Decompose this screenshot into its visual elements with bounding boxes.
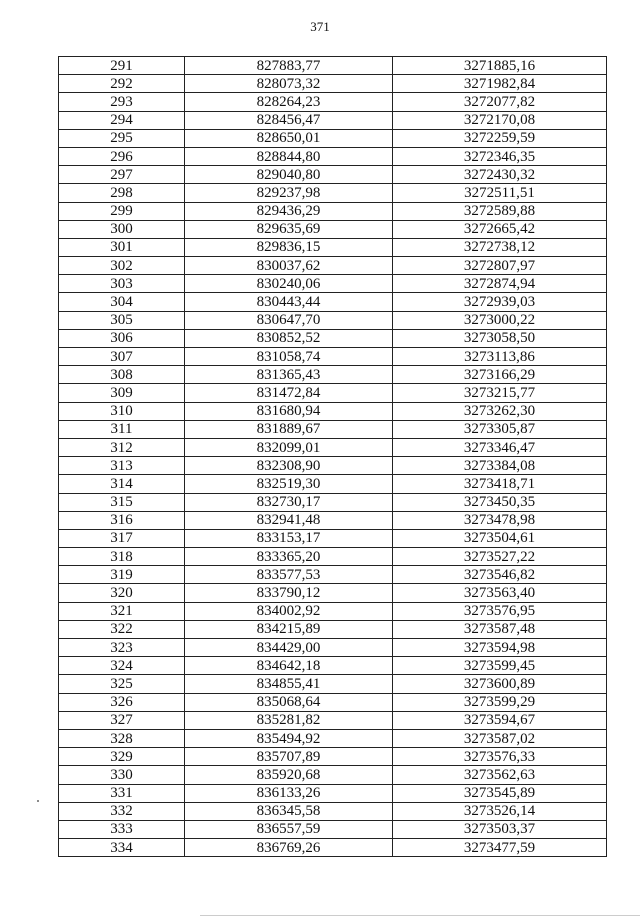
point-number-cell: 292 — [59, 75, 185, 93]
table-row — [59, 293, 607, 311]
table-row — [59, 639, 607, 657]
table-row — [59, 584, 607, 602]
y-coordinate-cell: 3272589,88 — [393, 202, 607, 220]
table-row — [59, 166, 607, 184]
table-row — [59, 57, 607, 75]
x-coordinate-cell: 831889,67 — [185, 420, 393, 438]
point-number-cell: 299 — [59, 202, 185, 220]
y-coordinate-cell: 3272511,51 — [393, 184, 607, 202]
x-coordinate-cell: 834215,89 — [185, 620, 393, 638]
point-number-cell: 326 — [59, 693, 185, 711]
x-coordinate-cell: 836133,26 — [185, 784, 393, 802]
point-number-cell: 325 — [59, 675, 185, 693]
table-row — [59, 402, 607, 420]
point-number-cell: 320 — [59, 584, 185, 602]
table-row — [59, 711, 607, 729]
table-row — [59, 748, 607, 766]
point-number-cell: 324 — [59, 657, 185, 675]
x-coordinate-cell: 828844,80 — [185, 147, 393, 165]
x-coordinate-cell: 830240,06 — [185, 275, 393, 293]
point-number-cell: 327 — [59, 711, 185, 729]
table-row — [59, 729, 607, 747]
x-coordinate-cell: 835068,64 — [185, 693, 393, 711]
y-coordinate-cell: 3273527,22 — [393, 548, 607, 566]
y-coordinate-cell: 3273305,87 — [393, 420, 607, 438]
table-row — [59, 839, 607, 857]
point-number-cell: 323 — [59, 639, 185, 657]
y-coordinate-cell: 3273478,98 — [393, 511, 607, 529]
y-coordinate-cell: 3272077,82 — [393, 93, 607, 111]
point-number-cell: 330 — [59, 766, 185, 784]
y-coordinate-cell: 3272430,32 — [393, 166, 607, 184]
y-coordinate-cell: 3272874,94 — [393, 275, 607, 293]
point-number-cell: 309 — [59, 384, 185, 402]
table-row — [59, 275, 607, 293]
x-coordinate-cell: 833790,12 — [185, 584, 393, 602]
point-number-cell: 313 — [59, 457, 185, 475]
x-coordinate-cell: 836345,58 — [185, 802, 393, 820]
point-number-cell: 333 — [59, 820, 185, 838]
y-coordinate-cell: 3271885,16 — [393, 57, 607, 75]
table-row — [59, 529, 607, 547]
point-number-cell: 317 — [59, 529, 185, 547]
point-number-cell: 306 — [59, 329, 185, 347]
table-row — [59, 548, 607, 566]
table-row — [59, 202, 607, 220]
x-coordinate-cell: 834429,00 — [185, 639, 393, 657]
x-coordinate-cell: 829836,15 — [185, 238, 393, 256]
y-coordinate-cell: 3273526,14 — [393, 802, 607, 820]
point-number-cell: 302 — [59, 257, 185, 275]
point-number-cell: 291 — [59, 57, 185, 75]
table-row — [59, 566, 607, 584]
y-coordinate-cell: 3272665,42 — [393, 220, 607, 238]
x-coordinate-cell: 834855,41 — [185, 675, 393, 693]
y-coordinate-cell: 3273000,22 — [393, 311, 607, 329]
point-number-cell: 304 — [59, 293, 185, 311]
y-coordinate-cell: 3273346,47 — [393, 438, 607, 456]
y-coordinate-cell: 3273545,89 — [393, 784, 607, 802]
y-coordinate-cell: 3273576,95 — [393, 602, 607, 620]
x-coordinate-cell: 835707,89 — [185, 748, 393, 766]
x-coordinate-cell: 828073,32 — [185, 75, 393, 93]
x-coordinate-cell: 835281,82 — [185, 711, 393, 729]
x-coordinate-cell: 834002,92 — [185, 602, 393, 620]
x-coordinate-cell: 836557,59 — [185, 820, 393, 838]
y-coordinate-cell: 3273587,02 — [393, 729, 607, 747]
table-row — [59, 438, 607, 456]
point-number-cell: 332 — [59, 802, 185, 820]
table-row — [59, 147, 607, 165]
point-number-cell: 329 — [59, 748, 185, 766]
y-coordinate-cell: 3273215,77 — [393, 384, 607, 402]
table-row — [59, 802, 607, 820]
point-number-cell: 310 — [59, 402, 185, 420]
x-coordinate-cell: 831680,94 — [185, 402, 393, 420]
x-coordinate-cell: 829436,29 — [185, 202, 393, 220]
y-coordinate-cell: 3273058,50 — [393, 329, 607, 347]
point-number-cell: 298 — [59, 184, 185, 202]
table-row — [59, 493, 607, 511]
x-coordinate-cell: 828264,23 — [185, 93, 393, 111]
table-row — [59, 93, 607, 111]
y-coordinate-cell: 3273594,67 — [393, 711, 607, 729]
point-number-cell: 321 — [59, 602, 185, 620]
table-row — [59, 384, 607, 402]
x-coordinate-cell: 828456,47 — [185, 111, 393, 129]
point-number-cell: 316 — [59, 511, 185, 529]
y-coordinate-cell: 3273576,33 — [393, 748, 607, 766]
table-row — [59, 784, 607, 802]
coordinates-table — [58, 56, 607, 857]
x-coordinate-cell: 830852,52 — [185, 329, 393, 347]
table-row — [59, 420, 607, 438]
x-coordinate-cell: 832941,48 — [185, 511, 393, 529]
y-coordinate-cell: 3273166,29 — [393, 366, 607, 384]
scan-edge-line — [200, 915, 640, 916]
point-number-cell: 315 — [59, 493, 185, 511]
point-number-cell: 293 — [59, 93, 185, 111]
y-coordinate-cell: 3273384,08 — [393, 457, 607, 475]
y-coordinate-cell: 3273477,59 — [393, 839, 607, 857]
point-number-cell: 312 — [59, 438, 185, 456]
y-coordinate-cell: 3273418,71 — [393, 475, 607, 493]
point-number-cell: 322 — [59, 620, 185, 638]
point-number-cell: 296 — [59, 147, 185, 165]
point-number-cell: 295 — [59, 129, 185, 147]
point-number-cell: 300 — [59, 220, 185, 238]
table-row — [59, 657, 607, 675]
y-coordinate-cell: 3273546,82 — [393, 566, 607, 584]
table-row — [59, 457, 607, 475]
y-coordinate-cell: 3273562,63 — [393, 766, 607, 784]
table-row — [59, 111, 607, 129]
x-coordinate-cell: 830443,44 — [185, 293, 393, 311]
x-coordinate-cell: 831472,84 — [185, 384, 393, 402]
y-coordinate-cell: 3273113,86 — [393, 348, 607, 366]
table-row — [59, 820, 607, 838]
table-row — [59, 348, 607, 366]
y-coordinate-cell: 3272738,12 — [393, 238, 607, 256]
table-row — [59, 311, 607, 329]
table-row — [59, 257, 607, 275]
table-row — [59, 184, 607, 202]
x-coordinate-cell: 833153,17 — [185, 529, 393, 547]
table-row — [59, 75, 607, 93]
y-coordinate-cell: 3273587,48 — [393, 620, 607, 638]
point-number-cell: 297 — [59, 166, 185, 184]
x-coordinate-cell: 829237,98 — [185, 184, 393, 202]
point-number-cell: 305 — [59, 311, 185, 329]
table-row — [59, 693, 607, 711]
x-coordinate-cell: 832519,30 — [185, 475, 393, 493]
x-coordinate-cell: 833577,53 — [185, 566, 393, 584]
point-number-cell: 328 — [59, 729, 185, 747]
page-number: 371 — [310, 19, 330, 34]
x-coordinate-cell: 833365,20 — [185, 548, 393, 566]
y-coordinate-cell: 3273599,29 — [393, 693, 607, 711]
table-row — [59, 129, 607, 147]
scan-speck — [37, 800, 39, 802]
x-coordinate-cell: 836769,26 — [185, 839, 393, 857]
table-row — [59, 366, 607, 384]
x-coordinate-cell: 827883,77 — [185, 57, 393, 75]
y-coordinate-cell: 3272259,59 — [393, 129, 607, 147]
point-number-cell: 319 — [59, 566, 185, 584]
point-number-cell: 308 — [59, 366, 185, 384]
point-number-cell: 301 — [59, 238, 185, 256]
x-coordinate-cell: 829635,69 — [185, 220, 393, 238]
point-number-cell: 311 — [59, 420, 185, 438]
x-coordinate-cell: 832099,01 — [185, 438, 393, 456]
x-coordinate-cell: 832730,17 — [185, 493, 393, 511]
y-coordinate-cell: 3273262,30 — [393, 402, 607, 420]
x-coordinate-cell: 828650,01 — [185, 129, 393, 147]
table-row — [59, 238, 607, 256]
y-coordinate-cell: 3272346,35 — [393, 147, 607, 165]
table-row — [59, 475, 607, 493]
y-coordinate-cell: 3272939,03 — [393, 293, 607, 311]
point-number-cell: 294 — [59, 111, 185, 129]
table-row — [59, 620, 607, 638]
x-coordinate-cell: 831058,74 — [185, 348, 393, 366]
table-row — [59, 675, 607, 693]
y-coordinate-cell: 3273504,61 — [393, 529, 607, 547]
y-coordinate-cell: 3273599,45 — [393, 657, 607, 675]
y-coordinate-cell: 3273594,98 — [393, 639, 607, 657]
x-coordinate-cell: 830037,62 — [185, 257, 393, 275]
point-number-cell: 318 — [59, 548, 185, 566]
x-coordinate-cell: 830647,70 — [185, 311, 393, 329]
point-number-cell: 314 — [59, 475, 185, 493]
y-coordinate-cell: 3273600,89 — [393, 675, 607, 693]
x-coordinate-cell: 831365,43 — [185, 366, 393, 384]
table-row — [59, 220, 607, 238]
table-row — [59, 602, 607, 620]
y-coordinate-cell: 3273503,37 — [393, 820, 607, 838]
y-coordinate-cell: 3271982,84 — [393, 75, 607, 93]
table-row — [59, 329, 607, 347]
y-coordinate-cell: 3272170,08 — [393, 111, 607, 129]
y-coordinate-cell: 3272807,97 — [393, 257, 607, 275]
x-coordinate-cell: 832308,90 — [185, 457, 393, 475]
y-coordinate-cell: 3273450,35 — [393, 493, 607, 511]
point-number-cell: 331 — [59, 784, 185, 802]
coordinates-table-body — [59, 57, 607, 857]
point-number-cell: 307 — [59, 348, 185, 366]
y-coordinate-cell: 3273563,40 — [393, 584, 607, 602]
table-row — [59, 766, 607, 784]
point-number-cell: 303 — [59, 275, 185, 293]
point-number-cell: 334 — [59, 839, 185, 857]
x-coordinate-cell: 834642,18 — [185, 657, 393, 675]
x-coordinate-cell: 835920,68 — [185, 766, 393, 784]
x-coordinate-cell: 835494,92 — [185, 729, 393, 747]
x-coordinate-cell: 829040,80 — [185, 166, 393, 184]
table-row — [59, 511, 607, 529]
